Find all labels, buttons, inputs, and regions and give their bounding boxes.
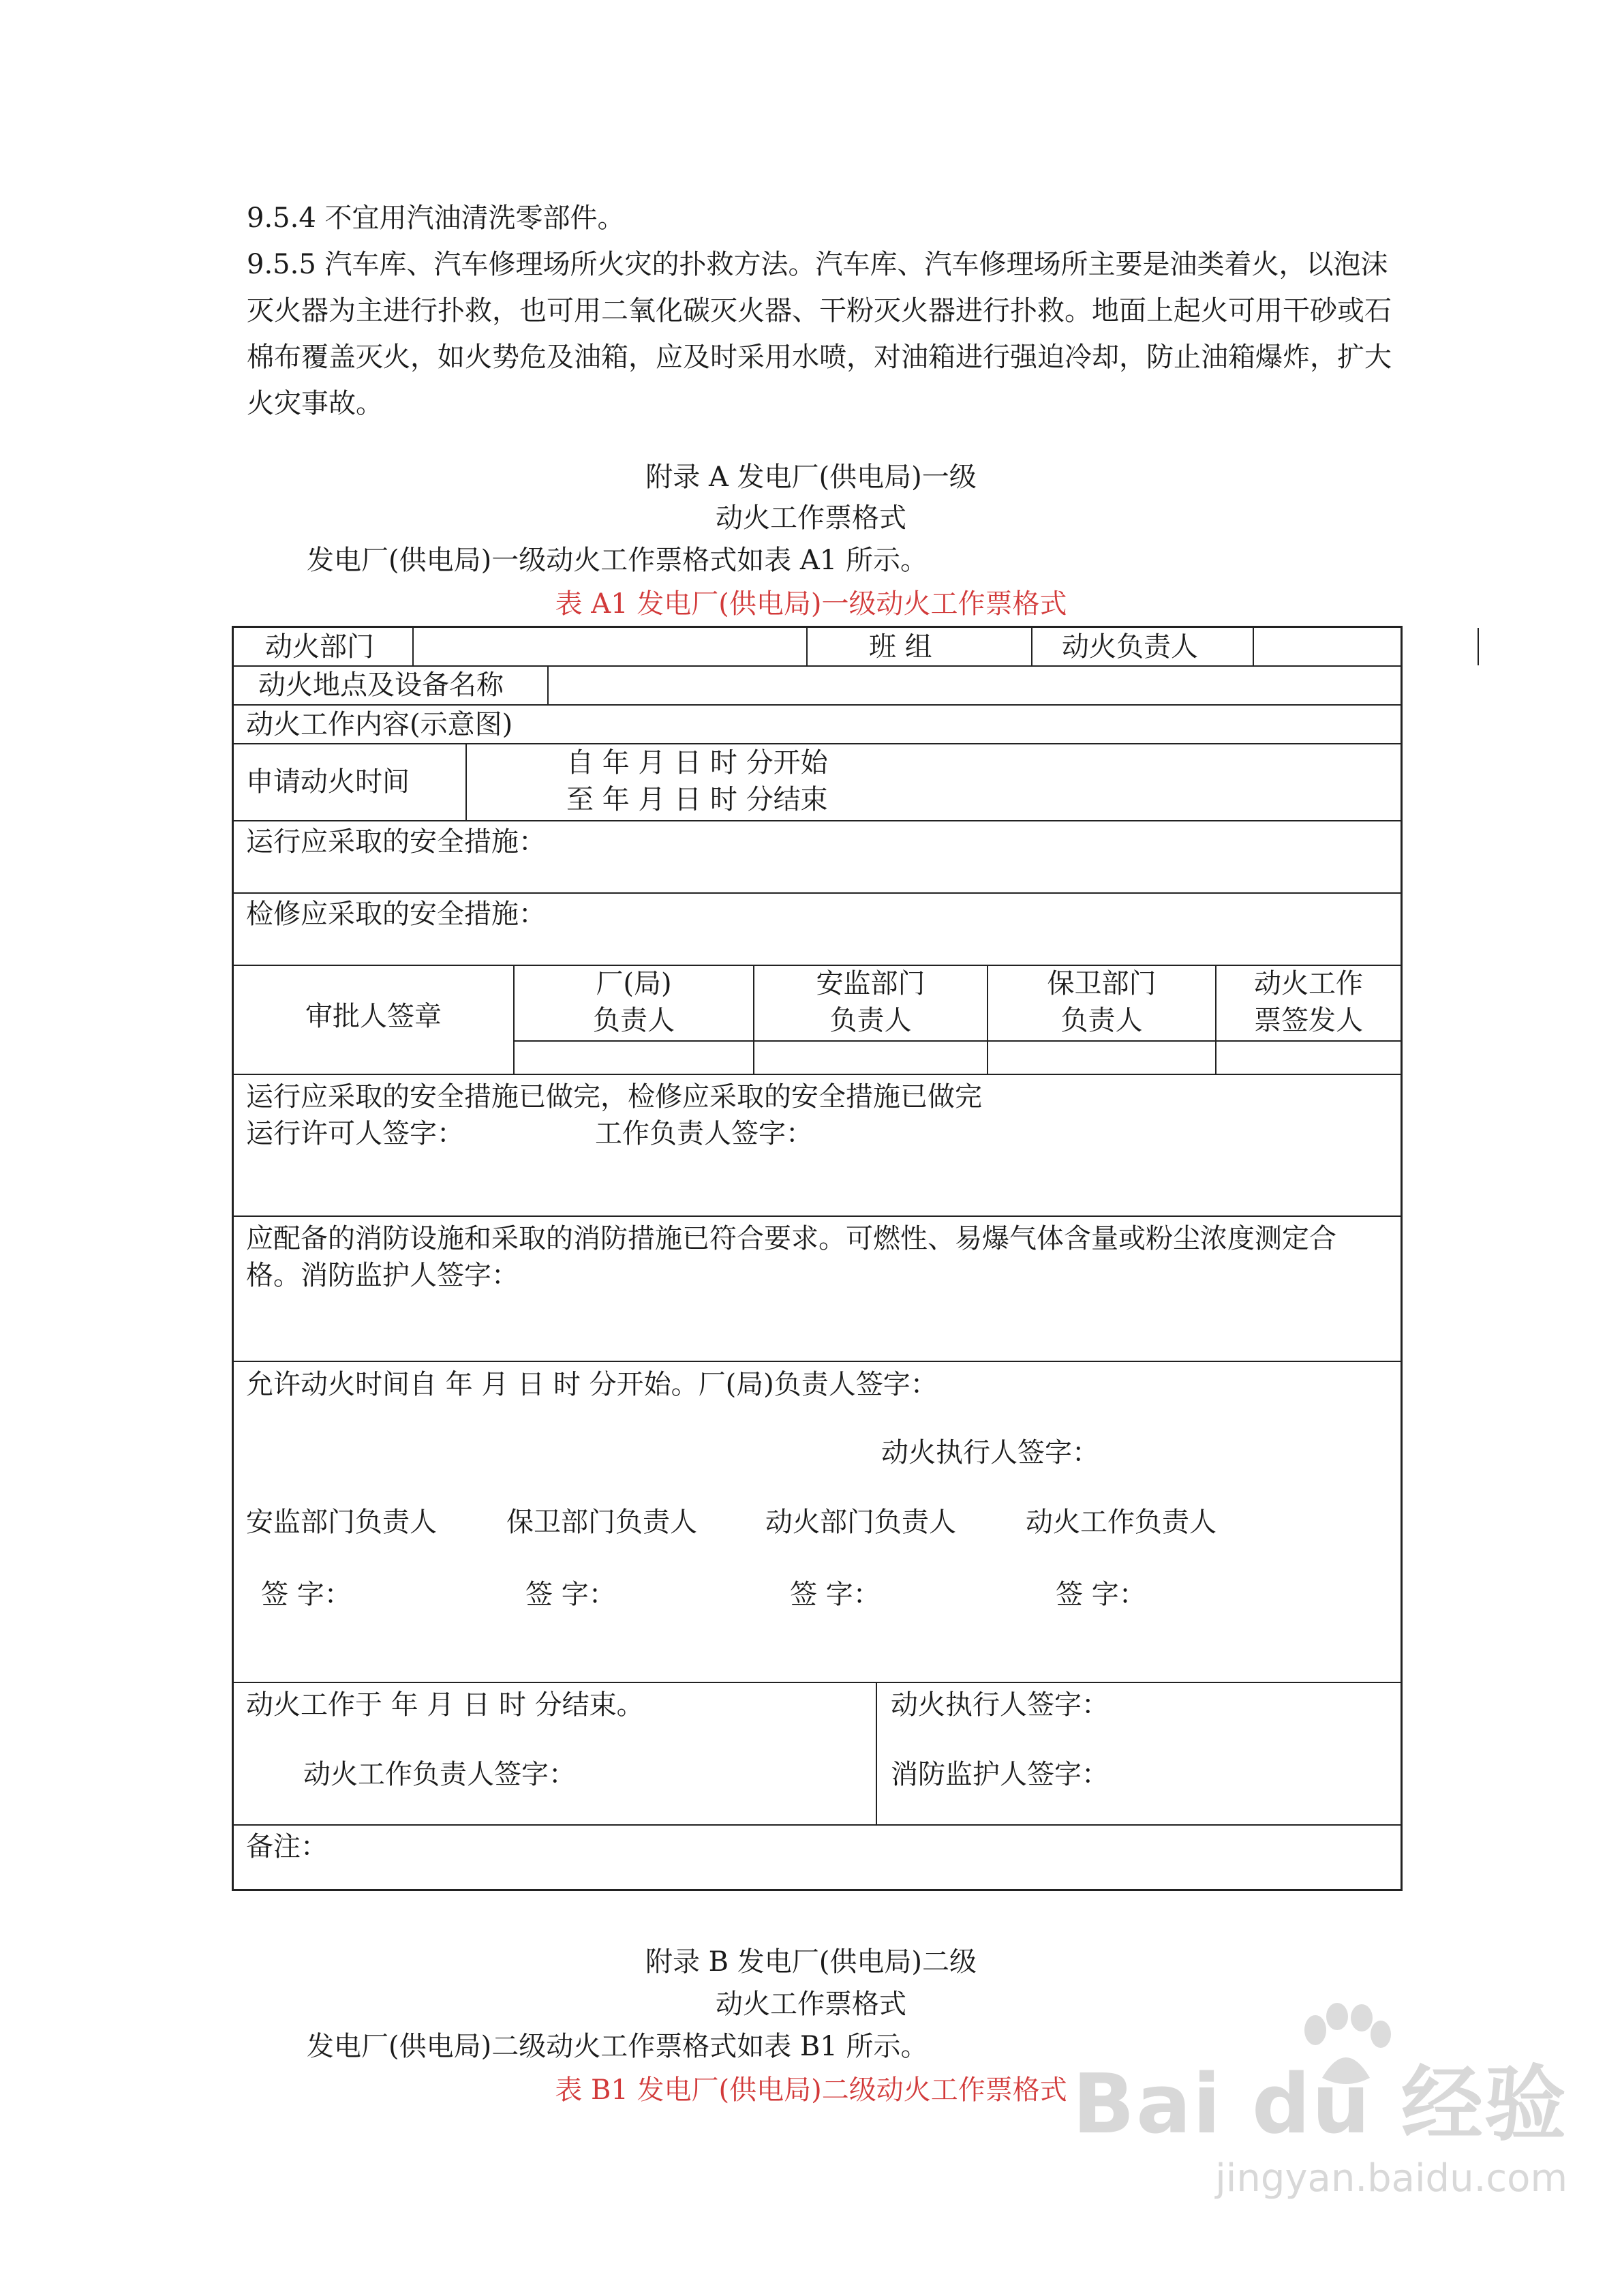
appendix-b-title-2: 动火工作票格式: [716, 1989, 906, 2020]
table-b1-caption: 表 B1 发电厂(供电局)二级动火工作票格式: [555, 2074, 1067, 2106]
label-safety-dept-head: 安监部门负责人: [246, 1507, 437, 1538]
label-approver-seal: 审批人签章: [305, 1001, 442, 1032]
watermark-url: jingyan.baidu.com: [1215, 2156, 1567, 2201]
apply-time-end: 至 年 月 日 时 分结束: [566, 784, 828, 815]
label-security-dept-2: 负责人: [1060, 1005, 1143, 1036]
label-security-dept-head: 保卫部门负责人: [506, 1507, 697, 1538]
baidu-jingyan-watermark: [1073, 2039, 1567, 2201]
appendix-a-title-1: 附录 A 发电厂(供电局)一级: [645, 462, 977, 493]
appendix-a-title-2: 动火工作票格式: [716, 502, 906, 534]
allowed-time-text: 允许动火时间自 年 月 日 时 分开始。厂(局)负责人签字：: [246, 1369, 938, 1400]
row-divider: [234, 1824, 1401, 1826]
label-work-leader-sign: 动火工作负责人签字：: [303, 1759, 576, 1790]
paragraph-9-5-5: 9.5.5 汽车库、汽车修理场所火灾的扑救方法。汽车库、汽车修理场所主要是油类着火，以泡沫灭火器为主进行扑救，也可用二氧化碳灭火器、干粉灭火器进行扑救。地面上起火可用干砂或石棉布覆盖灭火，如火势危及油箱，应及时采用水喷，对油箱进行强迫冷却，防止油箱爆炸，扩大火灾事故。: [247, 249, 1392, 419]
signature-slot-2: 签 字：: [525, 1579, 616, 1610]
label-security-dept-1: 保卫部门: [1047, 968, 1157, 999]
label-safety-dept-2: 负责人: [829, 1005, 912, 1036]
label-permit-signer: 运行许可人签字：: [246, 1118, 464, 1149]
section-9-5-4: [247, 195, 1392, 241]
signature-slot-1: 签 字：: [261, 1579, 352, 1610]
label-fire-dept-head: 动火部门负责人: [765, 1507, 956, 1538]
label-apply-time: 申请动火时间: [246, 766, 410, 798]
label-exec-sign: 动火执行人签字：: [891, 1689, 1109, 1721]
label-ticket-issuer-2: 票签发人: [1254, 1005, 1363, 1036]
col-divider: [1478, 628, 1479, 665]
row-divider: [234, 892, 1401, 894]
col-divider: [1031, 628, 1032, 665]
paragraph-9-5-4: 9.5.4 不宜用汽油清洗零部件。: [247, 202, 625, 234]
work-end-text: 动火工作于 年 月 日 时 分结束。: [246, 1689, 644, 1721]
row-divider: [234, 1682, 1401, 1683]
table-a1: [232, 626, 1403, 1891]
appendix-b-title-1: 附录 B 发电厂(供电局)二级: [645, 1946, 977, 1978]
label-guard-sign: 消防监护人签字：: [891, 1759, 1109, 1790]
signature-slot-4: 签 字：: [1056, 1579, 1146, 1610]
row-divider: [234, 1215, 1401, 1217]
col-divider: [412, 628, 414, 665]
label-ops-measures: 运行应采取的安全措施：: [246, 826, 546, 858]
fire-guard-signer: 格。消防监护人签字：: [246, 1260, 519, 1291]
label-safety-dept-1: 安监部门: [816, 968, 925, 999]
label-location-equipment: 动火地点及设备名称: [258, 669, 504, 701]
label-work-content: 动火工作内容(示意图): [246, 709, 513, 740]
col-divider: [465, 743, 467, 820]
label-fire-work-leader: 动火工作负责人: [1026, 1507, 1216, 1538]
col-divider: [876, 1682, 877, 1824]
table-a1-caption: 表 A1 发电厂(供电局)一级动火工作票格式: [555, 588, 1067, 620]
row-divider: [234, 704, 1401, 706]
appendix-a-intro: 发电厂(供电局)一级动火工作票格式如表 A1 所示。: [307, 545, 928, 576]
label-fire-leader: 动火负责人: [1062, 631, 1198, 663]
label-ticket-issuer-1: 动火工作: [1254, 968, 1363, 999]
row-divider: [513, 1040, 1401, 1042]
label-team: 班 组: [869, 631, 932, 663]
signature-slot-3: 签 字：: [790, 1579, 881, 1610]
fire-facility-text: 应配备的消防设施和采取的消防措施已符合要求。可燃性、易爆气体含量或粉尘浓度测定合: [246, 1223, 1336, 1254]
label-executor-signer: 动火执行人签字：: [881, 1437, 1099, 1468]
label-work-leader-signer: 工作负责人签字：: [595, 1118, 813, 1149]
section-9-5-5: [247, 241, 1392, 427]
measures-done-text: 运行应采取的安全措施已做完，检修应采取的安全措施已做完: [246, 1081, 982, 1113]
row-divider: [234, 743, 1401, 744]
appendix-b-intro: 发电厂(供电局)二级动火工作票格式如表 B1 所示。: [307, 2031, 928, 2062]
label-repair-measures: 检修应采取的安全措施：: [246, 898, 546, 930]
label-plant-head-2: 负责人: [593, 1005, 675, 1036]
row-divider: [234, 965, 1401, 966]
col-divider: [547, 665, 549, 704]
col-divider: [1253, 628, 1254, 665]
col-divider: [806, 628, 808, 665]
row-divider: [234, 665, 1401, 667]
row-divider: [234, 1074, 1401, 1075]
row-divider: [234, 820, 1401, 821]
label-plant-head-1: 厂(局): [596, 968, 672, 999]
watermark-logo: Bai du 经验: [1072, 2057, 1567, 2152]
label-remark: 备注：: [246, 1831, 328, 1862]
apply-time-start: 自 年 月 日 时 分开始: [566, 747, 828, 779]
row-divider: [234, 1361, 1401, 1362]
label-fire-dept: 动火部门: [265, 631, 374, 663]
